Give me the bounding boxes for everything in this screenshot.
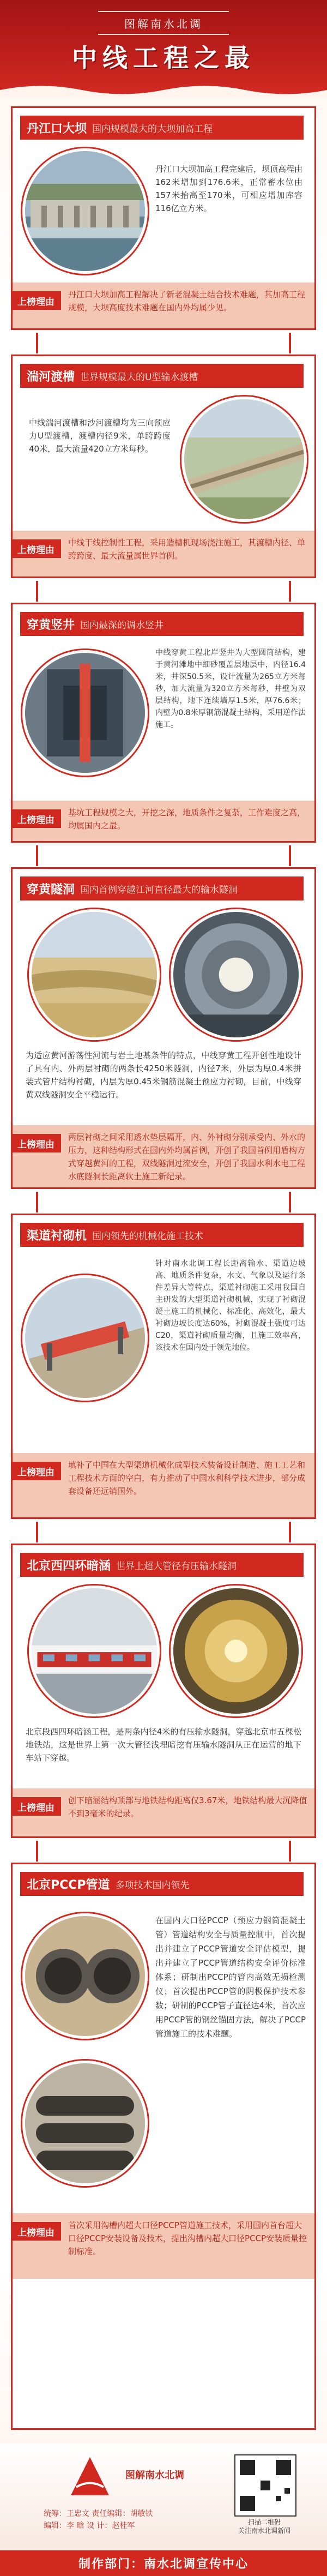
reason-block: [13, 2213, 314, 2279]
reason-block: [13, 1788, 314, 1836]
reason-block: [13, 1125, 314, 1187]
qr-code-icon[interactable]: [234, 2454, 296, 2517]
pccp-pipe-illustration-2: [25, 2063, 145, 2183]
section-beijing-xisihuan-culvert: [11, 1544, 316, 1838]
section-subtitle: 世界上超大管径有压输水隧洞: [116, 1560, 237, 1572]
section-description: 丹江口大坝加高工程完建后，坝顶高程由162米增加到176.6米，正常蓄水位由157米抬高至170米，可相应增加库容116亿立方米。: [155, 164, 303, 213]
water-diversion-logo-icon: [65, 2454, 114, 2503]
dam-illustration: [25, 151, 145, 271]
credits-line-1: 统筹：王忠文 责任编辑：胡敏铁: [44, 2509, 153, 2518]
section-title-bar: [20, 1553, 304, 1577]
reason-block: [13, 1453, 314, 1517]
section-beijing-pccp-pipeline: [11, 1863, 316, 2430]
section-description: 中线穿黄工程北岸竖井为大型圆筒结构，建于黄河滩地中细砂覆盖层地层中，内径16.4米，井深50.5米，设计流量为265立方米每秒，加大流量为320立方米每秒，井壁为双层结构，地下连续墙厚1.5米，厚76.6米；内壁为0.8米厚钢筋混凝土结构，采用逆作法施工。: [155, 648, 306, 729]
section-title-bar: [20, 364, 304, 388]
credits-line-2: 编辑：李 晗 设 计：赵桂军: [44, 2521, 135, 2530]
section-title-bar: [20, 876, 304, 900]
pipe-photo-1: [22, 1913, 148, 2039]
qr-caption-line-1: 扫描二维码: [247, 2518, 281, 2526]
section-divider: [15, 1192, 312, 1212]
reason-block: [13, 531, 314, 577]
reason-block: [13, 283, 314, 328]
reason-text: 基坑工程规模之大，开挖之深，地质条件之复杂，工作难度之高，均属国内之最。: [68, 808, 306, 831]
producer-banner: 制作部门：南水北调宣传中心: [0, 2550, 327, 2576]
section-title-bar: [20, 612, 304, 636]
reason-text: 丹江口大坝加高工程解决了新老混凝土结合技术难题，其加高工程规模，大坝高度技术难题在国内外均属少见。: [68, 290, 306, 313]
header-ribbon: 图解南水北调: [98, 11, 229, 35]
reason-tag: 上榜理由: [11, 2222, 61, 2241]
section-name: 穿黄竖井: [27, 618, 75, 632]
reason-tag: 上榜理由: [11, 291, 61, 310]
header-wave-decoration: [0, 82, 327, 98]
yellow-river-illustration: [32, 912, 157, 1037]
section-divider: [15, 1522, 312, 1542]
section-description: 在国内大口径PCCP（预应力钢筒混凝土管）管道结构安全与质量控制中，首次提出并建立了PCCP管道安全评估模型，提出并建立了PCCP管道结构安全评价标准体系；研制出PCCP的管内高效无损检测仪；首次提出PCCP管的阴极保护技术参数；研制的PCCP管子直径达4米，首次应用PCCP管的钢丝锚固方法，解决了PCCP管道施工的技术难题。: [155, 1916, 306, 2039]
section-name: 穿黄隧洞: [27, 882, 75, 897]
credits: [44, 2508, 218, 2532]
section-description: 为适应黄河游荡性河流与岩土地基条件的特点，中线穿黄工程开创性地设计了具有内、外两层衬砌的两条长4250米隧洞，内径7米，外层为厚0.4米拼装式管片结构衬砌，内层为厚0.45米钢筋混凝土预应力衬砌，目前，中线穿黄双线隧洞安全平稳运行。: [26, 1050, 301, 1100]
reason-tag: 上榜理由: [11, 1462, 61, 1480]
section-divider: [15, 581, 312, 602]
footer-brand: 图解南水北调: [125, 2470, 184, 2481]
subway-photo: [29, 1586, 160, 1716]
section-subtitle: 世界规模最大的U型输水渡槽: [80, 371, 198, 383]
section-description: 中线湍河渡槽和沙河渡槽均为三向预应力U型渡槽，渡槽内径9米，单跨跨度40米，最大流量420立方米每秒。: [29, 418, 171, 454]
section-canal-lining-machine: [11, 1214, 316, 1519]
section-divider: [15, 1841, 312, 1862]
aqueduct-photo: [181, 397, 307, 522]
river-photo: [29, 909, 160, 1040]
section-chuanhuang-shaft: [11, 603, 316, 843]
dam-photo: [22, 148, 148, 274]
section-name: 湍河渡槽: [27, 370, 75, 384]
qr-caption-line-2: 关注南水北调新闻: [238, 2527, 290, 2535]
lining-machine-photo: [22, 1275, 148, 1401]
culvert-photo: [171, 1586, 301, 1716]
section-name: 渠道衬砌机: [27, 1229, 87, 1243]
section-title-bar: [20, 1872, 304, 1896]
tunnel-photo: [171, 909, 301, 1040]
section-subtitle: 国内规模最大的大坝加高工程: [92, 123, 213, 135]
aqueduct-illustration: [184, 399, 304, 519]
subway-station-illustration: [32, 1588, 157, 1714]
reason-tag: 上榜理由: [11, 1797, 61, 1816]
page-footer: [0, 2443, 327, 2576]
section-description: 针对南水北调工程长距离输水、渠道边坡高、地质条件复杂，水文、气象以及运行条件差异大等特点，渠道衬砌施工采用我国自主研发的大型渠道衬砌机械，实现了衬砌混凝土施工的机械化、标准化、高效化，最大衬砌边坡长度达60%，衬砌混凝土强度可达C20，渠道衬砌质量均衡，且施工效率高，该技术在国内处于领先地位。: [155, 1259, 306, 1352]
section-name: 北京西四环暗涵: [27, 1559, 111, 1573]
reason-text: 填补了中国在大型渠道机械化成型技术装备设计制造、施工工艺和工程技术方面的空白，有力推动了中国水利科学技术进步，部分成套设备还远销国外。: [68, 1460, 306, 1496]
pccp-pipe-illustration-1: [25, 1916, 145, 2036]
pipe-photo-2: [22, 2061, 148, 2186]
section-subtitle: 国内领先的机械化施工技术: [92, 1230, 204, 1242]
reason-block: [13, 801, 314, 841]
reason-tag: 上榜理由: [11, 1134, 61, 1152]
section-divider: [15, 333, 312, 353]
reason-text: 中线干线控制性工程，采用造槽机现场浇注施工，其渡槽内径、单跨跨度、最大流量属世界首例。: [68, 538, 306, 561]
page-header: [0, 0, 327, 98]
section-title-bar: [20, 116, 304, 140]
reason-text: 首次采用沟槽内超大口径PCCP管道施工技术，采用国内首台超大口径PCCP安装设备及技术，提出沟槽内超大口径PCCP安装质量控制标准。: [68, 2220, 307, 2256]
section-subtitle: 多项技术国内领先: [115, 1880, 190, 1891]
lining-machine-illustration: [25, 1278, 145, 1398]
section-description: 北京段西四环暗涵工程，是两条内径4米的有压输水隧洞，穿越北京市五棵松地铁站，这是世界上第一次大管径浅埋暗挖有压输水隧洞从正在运营的地下车站下穿越。: [26, 1727, 301, 1763]
reason-text: 两层衬砌之间采用透水垫层隔开，内、外衬砌分别承受内、外水的压力，这种结构形式在国内外均属首例，开创了我国首例用盾构方式穿越黄河的工程，双线隧洞过流安全，开创了我国水利水电工程水底隧洞长距离软土施工新纪录。: [68, 1132, 306, 1181]
section-chuanhuang-tunnel: [11, 867, 316, 1189]
section-subtitle: 国内最深的调水竖井: [80, 620, 164, 631]
shaft-photo: [22, 650, 148, 776]
reason-tag: 上榜理由: [11, 809, 61, 828]
section-tuanhe-aqueduct: [11, 355, 316, 578]
page-title: 中线工程之最: [72, 43, 255, 73]
reason-tag: 上榜理由: [11, 539, 61, 558]
shaft-illustration: [25, 653, 145, 773]
section-subtitle: 国内首例穿越江河直径最大的输水隧洞: [80, 884, 238, 896]
section-name: 丹江口大坝: [27, 122, 87, 136]
culvert-tunnel-illustration: [173, 1588, 299, 1714]
section-title-bar: [20, 1223, 304, 1247]
section-divider: [15, 845, 312, 866]
section-name: 北京PCCP管道: [27, 1878, 110, 1892]
reason-text: 创下暗涵结构顶部与地铁结构距离仅3.67米，地铁结构最大沉降值不到3毫米的纪录。: [68, 1796, 307, 1818]
qr-caption: [229, 2518, 300, 2535]
tunnel-illustration: [173, 912, 299, 1037]
section-danjiangkou-dam: [11, 106, 316, 330]
